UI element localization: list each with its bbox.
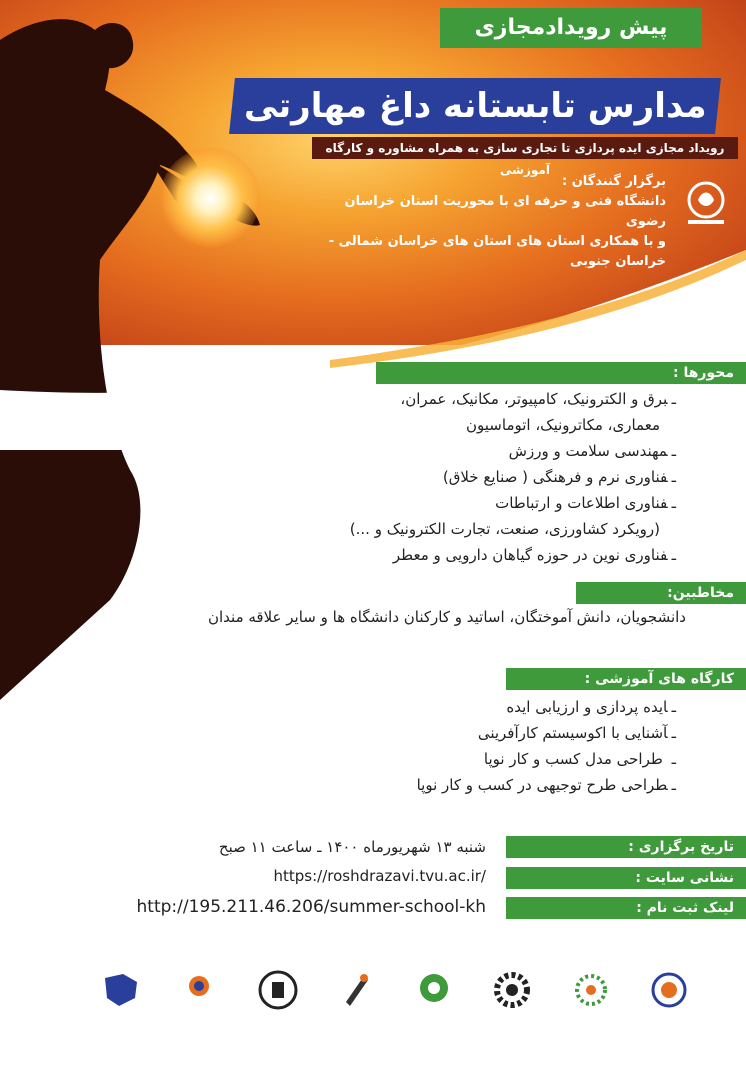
audience-text: دانشجویان، دانش آموختگان، اساتید و کارکنان دانشگاه ها و سایر علاقه مندان [208,608,686,626]
partner-logo-map-icon [95,964,147,1016]
partner-logo-leaf-icon [408,964,460,1016]
partner-logo-emblem-icon [252,964,304,1016]
partner-logo-tech-fund-icon [643,964,695,1016]
date-value: شنبه ۱۳ شهریورماه ۱۴۰۰ ـ ساعت ۱۱ صبح [218,838,486,856]
organizers-label: برگزار گنندگان : [561,174,666,189]
organizers-line-2: و با همکاری استان های استان های خراسان شمالی - خراسان جنوبی [328,234,666,269]
partner-logo-dots-icon [565,964,617,1016]
organizers-line-1: دانشگاه فنی و حرفه ای با محوریت استان خراسان رضوی [344,194,666,229]
topics-heading: محورها : [376,362,746,384]
workshops-heading: کارگاه های آموزشی : [506,668,746,690]
topics-list [350,386,676,568]
workshops-list [417,694,676,798]
workshop-item: ـ طراحی طرح توجیهی در کسب و کار نوپا [417,772,676,798]
partner-logos [95,955,695,1025]
main-title: مدارس تابستانه داغ مهارتی [229,78,721,134]
pre-event-title: پیش رویدادمجازی [440,8,702,48]
topic-item: ـ مهندسی سلامت و ورزش [350,438,676,464]
partner-logo-pen-icon [330,964,382,1016]
workshop-item: ـ طراحی مدل کسب و کار نوپا [417,746,676,772]
date-label: تاریخ برگزاری : [506,836,746,858]
workshop-item: ـ آشنایی با اکوسیستم کارآفرینی [417,720,676,746]
partner-logo-gear-icon [486,964,538,1016]
registration-label: لینک ثبت نام : [506,897,746,919]
event-subtitle: رویداد مجازی ایده پردازی تا تجاری سازی به همراه مشاوره و کارگاه آموزشی [312,137,738,159]
registration-link[interactable]: http://195.211.46.206/summer-school-kh [136,897,486,917]
site-link[interactable]: https://roshdrazavi.tvu.ac.ir/ [273,867,486,885]
university-logo-icon [680,178,732,230]
glowing-orb [160,148,260,248]
topic-item: ـ فناوری نوین در حوزه گیاهان دارویی و معطر [350,542,676,568]
topic-item: ـ فناوری نرم و فرهنگی ( صنایع خلاق) [350,464,676,490]
site-label: نشانی سایت : [506,867,746,889]
topic-item: ـ برق و الکترونیک، کامپیوتر، مکانیک، عمران، [350,386,676,412]
partner-logo-science-park-icon [173,964,225,1016]
workshop-item: ـ ایده پردازی و ارزیابی ایده [417,694,676,720]
topic-item: معماری، مکاترونیک، اتوماسیون [466,416,660,434]
topic-item: ـ فناوری اطلاعات و ارتباطات [350,490,676,516]
topic-item: (رویکرد کشاورزی، صنعت، تجارت الکترونیک و ...) [349,520,660,538]
audience-heading: مخاطبین: [576,582,746,604]
organizers-block [306,172,666,272]
